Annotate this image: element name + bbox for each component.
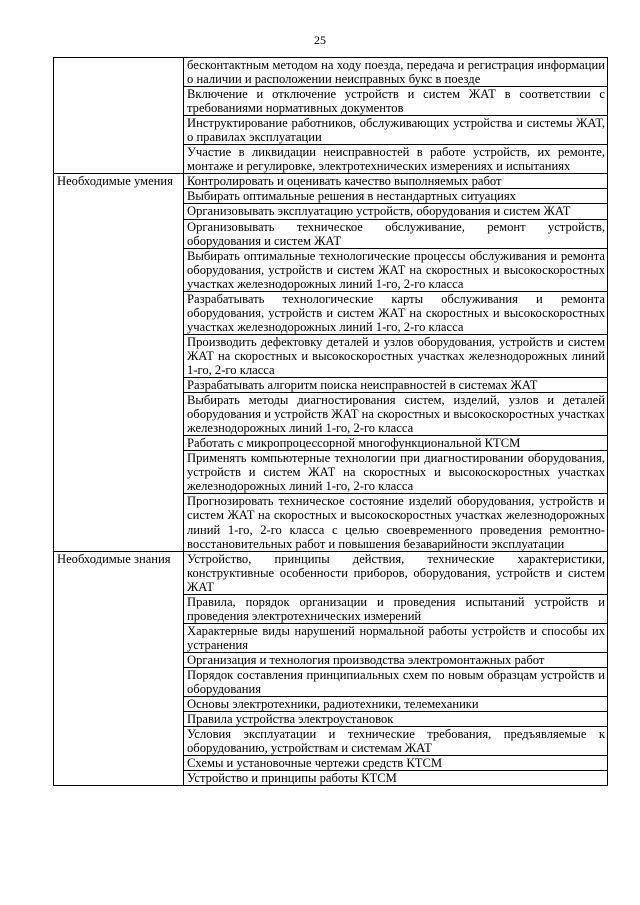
table-cell: Разрабатывать технологические карты обслуживания и ремонта оборудования, устройств и систем ЖАТ на скоростных и высокоскоростных участках железнодорожных линий 1-го, 2-го класса xyxy=(184,291,608,334)
section-label-knowledge: Необходимые знания xyxy=(54,551,184,786)
page-number: 25 xyxy=(314,33,326,47)
table-cell: Разрабатывать алгоритм поиска неисправностей в системах ЖАТ xyxy=(184,378,608,393)
table-cell: Организовывать техническое обслуживание, ремонт устройств, оборудования и систем ЖАТ xyxy=(184,219,608,248)
table-cell: Производить дефектовку деталей и узлов оборудования, устройств и систем ЖАТ на скоростных и высокоскоростных участках железнодорожных линий 1-го, 2-го класса xyxy=(184,334,608,377)
table-cell: бесконтактным методом на ходу поезда, передача и регистрация информации о наличии и расположении неисправных букс в поезде xyxy=(184,58,608,87)
table-cell: Прогнозировать техническое состояние изделий оборудования, устройств и систем ЖАТ на скоростных и высокоскоростных участках железнодорожных линий 1-го, 2-го класса с целью своевременного проведения ремонтно-восстановительных работ и повышения безаварийности эксплуатации xyxy=(184,494,608,551)
table-cell: Характерные виды нарушений нормальной работы устройств и способы их устранения xyxy=(184,623,608,652)
row-label-empty xyxy=(54,58,184,174)
table-cell: Организовывать эксплуатацию устройств, оборудования и систем ЖАТ xyxy=(184,204,608,219)
table-cell: Применять компьютерные технологии при диагностировании оборудования, устройств и систем ЖАТ на скоростных и высокоскоростных участках железнодорожных линий 1-го, 2-го класса xyxy=(184,451,608,494)
section-label-skills: Необходимые умения xyxy=(54,174,184,551)
table-cell: Участие в ликвидации неисправностей в работе устройств, их ремонте, монтаже и регулировке, электротехнических измерениях и испытаниях xyxy=(184,145,608,174)
table-cell: Контролировать и оценивать качество выполняемых работ xyxy=(184,174,608,189)
table-cell: Выбирать методы диагностирования систем, изделий, узлов и деталей оборудования и устройств ЖАТ на скоростных и высокоскоростных участках железнодорожных линий 1-го, 2-го класса xyxy=(184,393,608,436)
table-cell: Выбирать оптимальные технологические процессы обслуживания и ремонта оборудования, устройств и систем ЖАТ на скоростных и высокоскоростных участках железнодорожных линий 1-го, 2-го класса xyxy=(184,248,608,291)
table-cell: Схемы и установочные чертежи средств КТСМ xyxy=(184,756,608,771)
table-cell: Правила устройства электроустановок xyxy=(184,712,608,727)
table-row xyxy=(54,551,608,594)
table-body xyxy=(54,58,608,786)
table-row xyxy=(54,174,608,189)
table-cell: Включение и отключение устройств и систем ЖАТ в соответствии с требованиями нормативных документов xyxy=(184,87,608,116)
table-cell: Устройство, принципы действия, технические характеристики, конструктивные особенности приборов, оборудования, устройств и систем ЖАТ xyxy=(184,551,608,594)
table-cell: Организация и технология производства электромонтажных работ xyxy=(184,652,608,667)
table-cell: Устройство и принципы работы КТСМ xyxy=(184,771,608,786)
table-cell: Условия эксплуатации и технические требования, предъявляемые к оборудованию, устройствам и системам ЖАТ xyxy=(184,727,608,756)
table-row xyxy=(54,58,608,87)
table-cell: Основы электротехники, радиотехники, телемеханики xyxy=(184,697,608,712)
table-cell: Порядок составления принципиальных схем по новым образцам устройств и оборудования xyxy=(184,667,608,696)
table-cell: Инструктирование работников, обслуживающих устройства и системы ЖАТ, о правилах эксплуатации xyxy=(184,116,608,145)
table-cell: Правила, порядок организации и проведения испытаний устройств и проведения электротехнических измерений xyxy=(184,594,608,623)
table-cell: Выбирать оптимальные решения в нестандартных ситуациях xyxy=(184,189,608,204)
table-cell: Работать с микропроцессорной многофункциональной КТСМ xyxy=(184,436,608,451)
competency-table xyxy=(53,57,608,786)
